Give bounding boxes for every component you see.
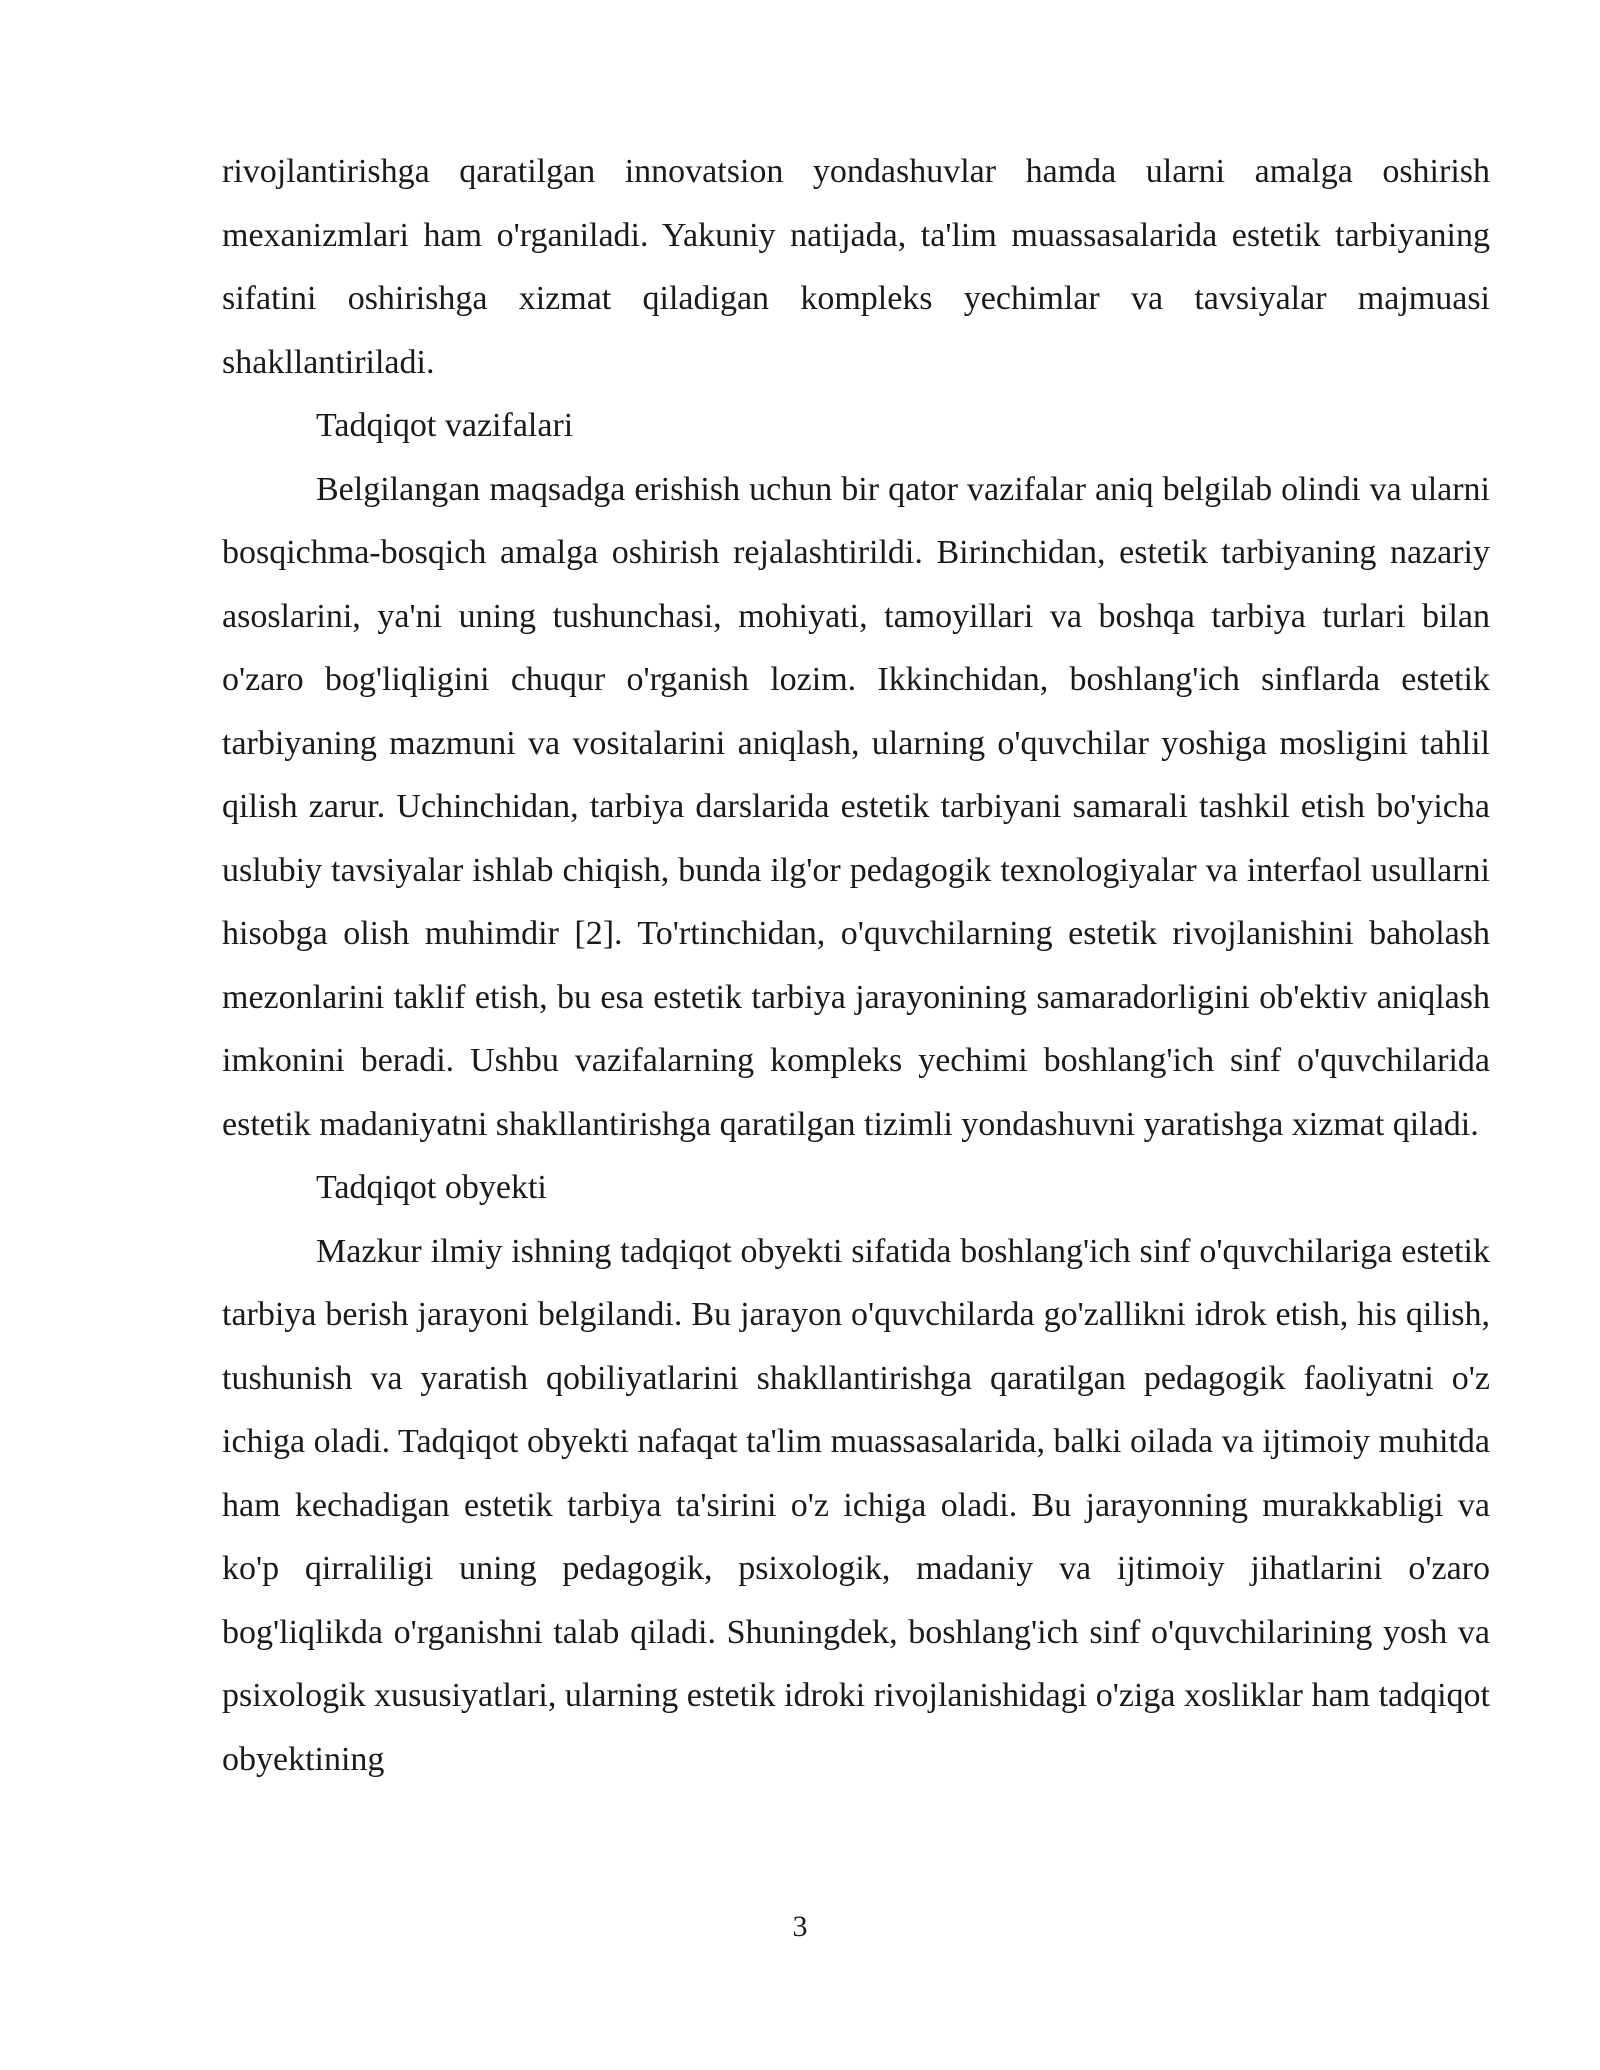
section-heading-obyekti: Tadqiqot obyekti: [316, 1169, 547, 1206]
vazifalari-paragraph: Belgilangan maqsadga erishish uchun bir qator vazifalar aniq belgilab olindi va ularni bosqichma-bosqich amalga oshirish rejalashtirildi. Birinchidan, estetik tarbiyaning nazariy asoslarini, ya'ni uning tushunchasi, mohiyati, tamoyillari va boshqa tarbiya turlari bilan o'zaro bog'liqligini chuqur o'rganish lozim. Ikkinchidan, boshlang'ich sinflarda estetik tarbiyaning mazmuni va vositalarini aniqlash, ularning o'quvchilar yoshiga mosligini tahlil qilish zarur. Uchinchidan, tarbiya darslarida estetik tarbiyani samarali tashkil etish bo'yicha uslubiy tavsiyalar ishlab chiqish, bunda ilg'or pedagogik texnologiyalar va interfaol usullarni hisobga olish muhimdir [2]. To'rtinchidan, o'quvchilarning estetik rivojlanishini baholash mezonlarini taklif etish, bu esa estetik tarbiya jarayonining samaradorligini ob'ektiv aniqlash imkonini beradi. Ushbu vazifalarning kompleks yechimi boshlang'ich sinf o'quvchilarida estetik madaniyatni shakllantirishga qaratilgan tizimli yondashuvni yaratishga xizmat qiladi.: [222, 470, 1490, 1143]
page-number: 3: [792, 1910, 808, 1943]
continuation-paragraph: rivojlantirishga qaratilgan innovatsion yondashuvlar hamda ularni amalga oshirish mexanizmlari ham o'rganiladi. Yakuniy natijada, ta'lim muassasalarida estetik tarbiyaning sifatini oshirishga xizmat qiladigan kompleks yechimlar va tavsiyalar majmuasi shakllantiriladi.: [222, 153, 1490, 381]
page-body: [222, 140, 1490, 1791]
section-heading-vazifalari: Tadqiqot vazifalari: [316, 407, 574, 444]
obyekti-paragraph: Mazkur ilmiy ishning tadqiqot obyekti sifatida boshlang'ich sinf o'quvchilariga estetik tarbiya berish jarayoni belgilandi. Bu jarayon o'quvchilarda go'zallikni idrok etish, his qilish, tushunish va yaratish qobiliyatlarini shakllantirishga qaratilgan pedagogik faoliyatni o'z ichiga oladi. Tadqiqot obyekti nafaqat ta'lim muassasalarida, balki oilada va ijtimoiy muhitda ham kechadigan estetik tarbiya ta'sirini o'z ichiga oladi. Bu jarayonning murakkabligi va ko'p qirraliligi uning pedagogik, psixologik, madaniy va ijtimoiy jihatlarini o'zaro bog'liqlikda o'rganishni talab qiladi. Shuningdek, boshlang'ich sinf o'quvchilarining yosh va psixologik xususiyatlari, ularning estetik idroki rivojlanishidagi o'ziga xosliklar ham tadqiqot obyektining: [222, 1232, 1490, 1778]
